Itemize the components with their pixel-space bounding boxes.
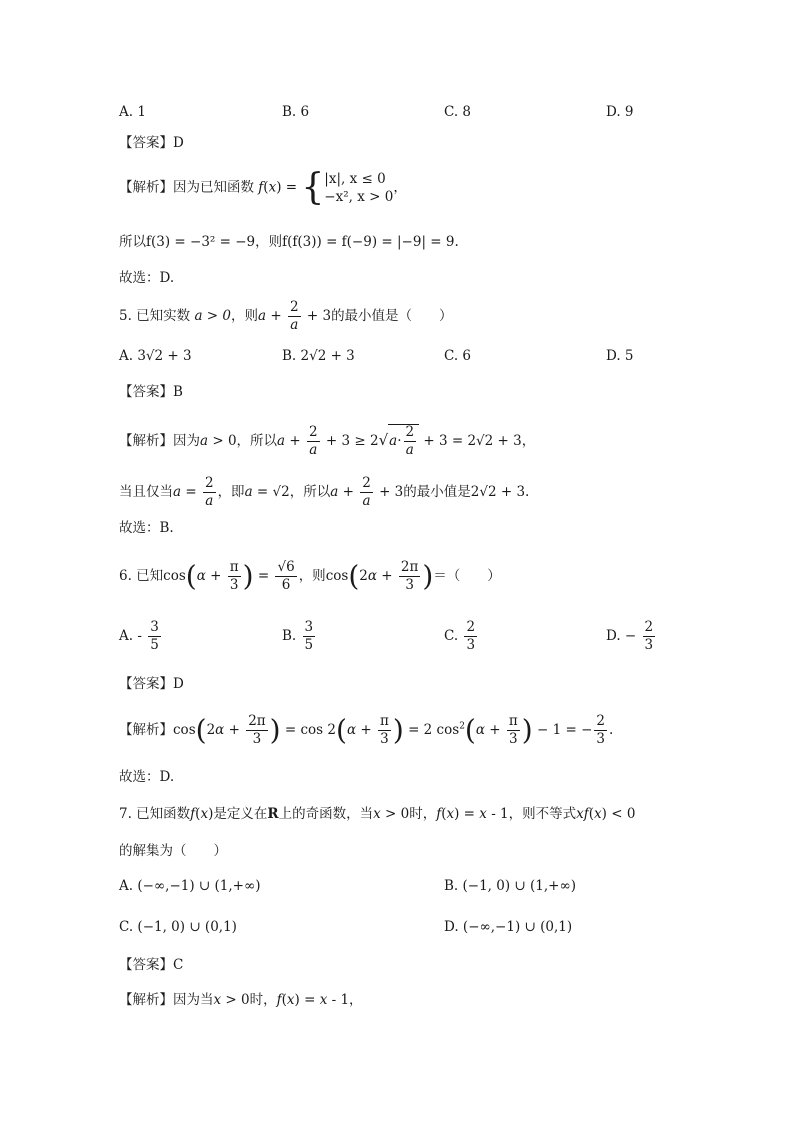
q5-select: 故选：B. [119,520,174,536]
q4-select: 故选：D. [119,270,175,286]
q5-answer: 【答案】B [119,384,183,400]
q6-option-b: B. $\frac{3}{5}$ [282,619,314,653]
piecewise-cases: |x|, x ≤ 0 −x², x > 0 [324,171,394,206]
q7-option-a: A. (−∞,−1) ∪ (1,+∞) [119,878,261,894]
q5-option-b: B. 2√2 + 3 [282,348,355,364]
q4-option-a: A. 1 [119,104,146,120]
q4-explanation: 【解析】因为已知函数 f(x) = { |x|, x ≤ 0 −x², x > 0 ， [119,167,407,209]
q5-equality: 当且仅当a = $\frac{2}{a}$ ，即a = √2，所以a + $\frac{2}{a}$ + 3的最小值是2√2 + 3. [119,475,530,509]
q5-stem: 5. 已知实数 a > 0，则a + $\frac{2}{a}$ + 3的最小值是（ ） [119,299,453,333]
left-brace: { [301,167,325,209]
q4-explanation-line2: 所以f(3) = −3² = −9，则f(f(3)) = f(−9) = |−9| = 9. [119,234,459,250]
q4-answer: 【答案】D [119,135,184,151]
q7-option-c: C. (−1, 0) ∪ (0,1) [119,919,237,935]
q4-option-c: C. 8 [444,104,472,120]
q6-option-d: D. − $\frac{2}{3}$ [606,619,654,653]
q4-option-b: B. 6 [282,104,310,120]
q5-option-c: C. 6 [444,348,472,364]
q6-stem: 6. 已知cos(α + $\frac{\pi}{3}$ ) = $\frac{√6}{6}$ ，则cos(2α + $\frac{2\pi}{3}$ )＝（ ） [119,559,501,593]
q5-option-a: A. 3√2 + 3 [119,348,192,364]
q7-option-b: B. (−1, 0) ∪ (1,+∞) [444,878,576,894]
q5-explanation: 【解析】因为a > 0，所以a + $\frac{2}{a}$ + 3 ≥ 2√a· $\frac{2}{a}$ + 3 = 2√2 + 3， [119,424,536,458]
q6-answer: 【答案】D [119,676,184,692]
q7-explanation: 【解析】因为当x > 0时，f(x) = x - 1， [119,992,363,1008]
q5-option-d: D. 5 [606,348,634,364]
q7-stem: 7. 已知函数f(x)是定义在R上的奇函数，当x > 0时，f(x) = x - 1，则不等式xf(x) < 0 [119,806,636,822]
q7-stem-line2: 的解集为（ ） [119,843,227,859]
q6-option-c: C. $\frac{2}{3}$ [444,619,476,653]
explanation-label: 【解析】 [119,179,173,196]
q6-select: 故选：D. [119,769,175,785]
q7-answer: 【答案】C [119,957,184,973]
q4-option-d: D. 9 [606,104,634,120]
q6-explanation: 【解析】cos(2α + $\frac{2\pi}{3}$ ) = cos 2(α + $\frac{\pi}{3}$ ) = 2 $\cos^2(\alpha$ + $\frac{\pi}{3}$ ) − 1 = − $\frac{2}{3}$ . [119,713,614,747]
q7-option-d: D. (−∞,−1) ∪ (0,1) [444,919,573,935]
q6-option-a: A. - $\frac{3}{5}$ [119,619,159,653]
